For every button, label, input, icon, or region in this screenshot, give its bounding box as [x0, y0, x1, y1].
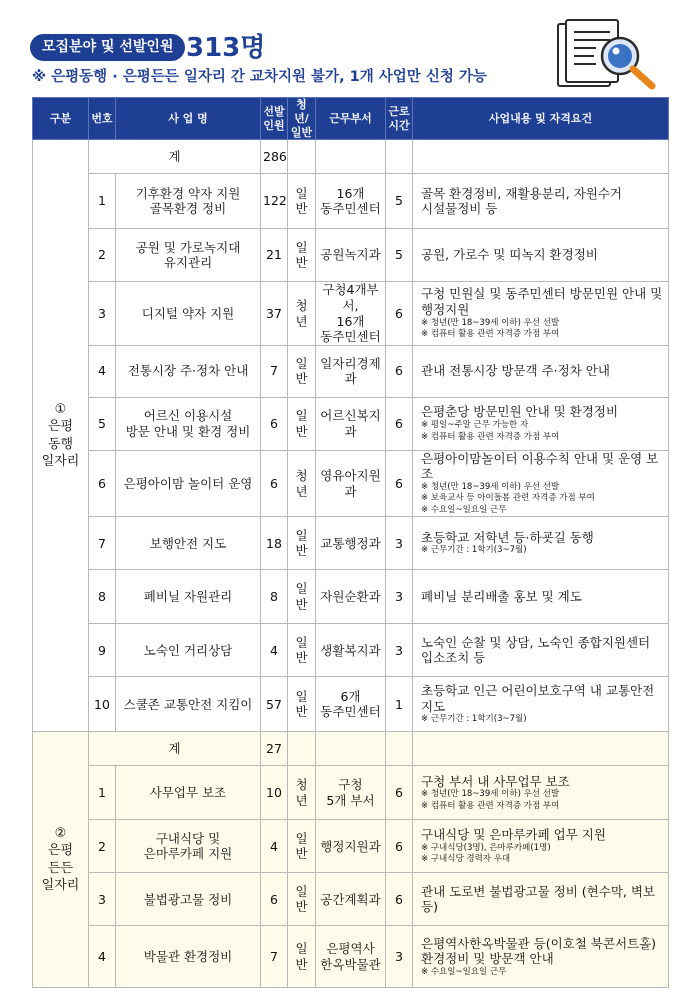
description	[413, 397, 669, 450]
applicant-type: 일반	[288, 397, 316, 450]
applicant-type: 일반	[288, 517, 316, 570]
description-note: ※ 평일~주말 근무 가능한 자	[421, 420, 529, 431]
work-hours: 6	[386, 282, 413, 346]
description-note: ※ 근무기간 : 1학기(3~7월)	[421, 545, 527, 556]
description-main: 은평아이맘놀이터 이용수칙 안내 및 운영 보조	[421, 450, 659, 482]
section-label: ② 은평 든든 일자리	[33, 732, 89, 988]
applicant-type: 일반	[288, 174, 316, 229]
applicant-type: 일반	[288, 820, 316, 873]
department: 행정지원과	[316, 820, 386, 873]
header	[0, 0, 700, 95]
work-hours: 6	[386, 820, 413, 873]
department: 은평역사 한옥박물관	[316, 926, 386, 988]
project-name: 기후환경 약자 지원 골목환경 정비	[116, 174, 261, 229]
description	[413, 766, 669, 820]
table-row	[33, 397, 669, 450]
applicant-type: 일반	[288, 345, 316, 397]
project-name: 어르신 이용시설 방문 안내 및 환경 정비	[116, 397, 261, 450]
project-name: 사무업무 보조	[116, 766, 261, 820]
description-main: 골목 환경정비, 재활용분리, 자원수거 시설물정비 등	[421, 185, 622, 217]
department: 공원녹지과	[316, 229, 386, 282]
department: 어르신복지과	[316, 397, 386, 450]
description-main: 은평역사한옥박물관 등(이호철 북콘서트홀) 환경정비 및 방문객 안내	[421, 935, 657, 967]
description	[413, 517, 669, 570]
work-hours: 3	[386, 517, 413, 570]
row-number: 4	[89, 345, 116, 397]
description-main: 초등학교 저학년 등·하굣길 동행	[421, 529, 594, 545]
recruit-count: 122	[261, 174, 288, 229]
table-header	[33, 98, 669, 140]
table-row	[33, 345, 669, 397]
project-name: 보행안전 지도	[116, 517, 261, 570]
empty-cell	[288, 732, 316, 766]
description-main: 구청 민원실 및 동주민센터 방문민원 안내 및 행정지원	[421, 286, 663, 318]
table-row	[33, 766, 669, 820]
description-main: 관내 도로변 불법광고물 정비 (현수막, 벽보 등)	[421, 883, 655, 915]
recruit-count: 37	[261, 282, 288, 346]
table-row	[33, 926, 669, 988]
row-number: 3	[89, 282, 116, 346]
description-note: ※ 구내식당 경력자 우대	[421, 854, 511, 865]
description-main: 노숙인 순찰 및 상담, 노숙인 종합지원센터 입소조치 등	[421, 634, 651, 666]
description	[413, 677, 669, 732]
row-number: 10	[89, 677, 116, 732]
row-number: 5	[89, 397, 116, 450]
empty-cell	[288, 140, 316, 174]
recruitment-table	[32, 97, 669, 988]
work-hours: 5	[386, 174, 413, 229]
table-row	[33, 517, 669, 570]
department: 영유아지원과	[316, 450, 386, 517]
recruit-count: 6	[261, 397, 288, 450]
work-hours: 6	[386, 345, 413, 397]
empty-cell	[316, 140, 386, 174]
department: 생활복지과	[316, 624, 386, 677]
description-note: ※ 구내식당(3명), 은마루카페(1명)	[421, 842, 551, 853]
description	[413, 926, 669, 988]
description-note: ※ 컴퓨터 활용 관련 자격증 가점 부여	[421, 329, 560, 340]
work-hours: 6	[386, 397, 413, 450]
table-row	[33, 677, 669, 732]
applicant-type: 일반	[288, 677, 316, 732]
description-note: ※ 수요일~일요일 근무	[421, 966, 507, 977]
col-project-name: 사 업 명	[116, 98, 261, 140]
row-number: 2	[89, 229, 116, 282]
recruit-count: 57	[261, 677, 288, 732]
total-count-cell: 286	[261, 140, 288, 174]
project-name: 불법광고물 정비	[116, 873, 261, 926]
description-main: 폐비닐 분리배출 홍보 및 계도	[421, 589, 582, 605]
description-note: ※ 청년(만 18~39세 이하) 우선 선발	[421, 317, 560, 328]
row-number: 1	[89, 766, 116, 820]
work-hours: 3	[386, 624, 413, 677]
total-label: 계	[89, 140, 261, 174]
applicant-type: 일반	[288, 570, 316, 624]
total-count: 313명	[186, 33, 266, 63]
recruit-count: 6	[261, 450, 288, 517]
description-note: ※ 컴퓨터 활용 관련 자격증 가점 부여	[421, 800, 560, 811]
description	[413, 174, 669, 229]
recruit-count: 4	[261, 820, 288, 873]
table-row	[33, 570, 669, 624]
project-name: 스쿨존 교통안전 지킴이	[116, 677, 261, 732]
project-name: 디지털 약자 지원	[116, 282, 261, 346]
work-hours: 5	[386, 229, 413, 282]
table-row	[33, 174, 669, 229]
empty-cell	[316, 732, 386, 766]
description-note: ※ 청년(만 18~39세 이하) 우선 선발	[421, 789, 560, 800]
col-type: 청년/ 일반	[288, 98, 316, 140]
recruit-count: 21	[261, 229, 288, 282]
department: 6개 동주민센터	[316, 677, 386, 732]
department: 교통행정과	[316, 517, 386, 570]
work-hours: 6	[386, 450, 413, 517]
description	[413, 873, 669, 926]
table-row	[33, 282, 669, 346]
description-note: ※ 수요일~일요일 근무	[421, 504, 507, 515]
description	[413, 624, 669, 677]
table-row	[33, 229, 669, 282]
department: 자원순환과	[316, 570, 386, 624]
row-number: 7	[89, 517, 116, 570]
total-row	[33, 732, 669, 766]
applicant-type: 일반	[288, 229, 316, 282]
work-hours: 6	[386, 766, 413, 820]
project-name: 전통시장 주·정차 안내	[116, 345, 261, 397]
description-note: ※ 보육교사 등 아이돌봄 관련 자격증 가점 부여	[421, 493, 595, 504]
applicant-type: 일반	[288, 873, 316, 926]
recruit-count: 4	[261, 624, 288, 677]
description	[413, 229, 669, 282]
col-description: 사업내용 및 자격요건	[413, 98, 669, 140]
applicant-type: 일반	[288, 624, 316, 677]
department: 16개 동주민센터	[316, 174, 386, 229]
row-number: 4	[89, 926, 116, 988]
description-main: 공원, 가로수 및 띠녹지 환경정비	[421, 247, 598, 263]
description	[413, 450, 669, 517]
description	[413, 820, 669, 873]
row-number: 8	[89, 570, 116, 624]
project-name: 노숙인 거리상담	[116, 624, 261, 677]
recruit-count: 6	[261, 873, 288, 926]
table-row	[33, 450, 669, 517]
recruit-count: 7	[261, 345, 288, 397]
applicant-type: 청년	[288, 766, 316, 820]
total-row	[33, 140, 669, 174]
description-main: 구청 부서 내 사무업무 보조	[421, 773, 570, 789]
project-name: 구내식당 및 은마루카페 지원	[116, 820, 261, 873]
col-hours: 근로 시간	[386, 98, 413, 140]
description-note: ※ 컴퓨터 활용 관련 자격증 가점 부여	[421, 431, 560, 442]
work-hours: 3	[386, 570, 413, 624]
department: 일자리경제과	[316, 345, 386, 397]
description	[413, 345, 669, 397]
row-number: 3	[89, 873, 116, 926]
recruit-count: 8	[261, 570, 288, 624]
row-number: 6	[89, 450, 116, 517]
project-name: 은평아이맘 놀이터 운영	[116, 450, 261, 517]
empty-cell	[386, 140, 413, 174]
row-number: 1	[89, 174, 116, 229]
recruit-count: 10	[261, 766, 288, 820]
description-note: ※ 청년(만 18~39세 이하) 우선 선발	[421, 482, 560, 492]
col-department: 근무부서	[316, 98, 386, 140]
row-number: 9	[89, 624, 116, 677]
col-count: 선발 인원	[261, 98, 288, 140]
applicant-type: 청년	[288, 450, 316, 517]
description	[413, 570, 669, 624]
recruit-count: 18	[261, 517, 288, 570]
row-number: 2	[89, 820, 116, 873]
table-row	[33, 820, 669, 873]
table-row	[33, 873, 669, 926]
work-hours: 1	[386, 677, 413, 732]
description-main: 관내 전통시장 방문객 주·정차 안내	[421, 363, 610, 379]
description-note: ※ 근무기간 : 1학기(3~7월)	[421, 714, 527, 725]
total-count-cell: 27	[261, 732, 288, 766]
project-name: 공원 및 가로녹지대 유지관리	[116, 229, 261, 282]
department: 공간계획과	[316, 873, 386, 926]
empty-cell	[386, 732, 413, 766]
empty-cell	[413, 140, 669, 174]
department: 구청 5개 부서	[316, 766, 386, 820]
table-row	[33, 624, 669, 677]
section-label: ① 은평 동행 일자리	[33, 140, 89, 732]
description-main: 은평춘당 방문민원 안내 및 환경정비	[421, 404, 619, 420]
work-hours: 6	[386, 873, 413, 926]
recruit-count: 7	[261, 926, 288, 988]
description-main: 초등학교 인근 어린이보호구역 내 교통안전 지도	[421, 683, 655, 714]
department: 구청4개부서, 16개 동주민센터	[316, 282, 386, 346]
project-name: 박물관 환경정비	[116, 926, 261, 988]
description-main: 구내식당 및 은마루카페 업무 지원	[421, 827, 606, 843]
recruitment-pill: 모집분야 및 선발인원	[30, 34, 185, 61]
applicant-type: 청년	[288, 282, 316, 346]
project-name: 폐비닐 자원관리	[116, 570, 261, 624]
col-number: 번호	[89, 98, 116, 140]
notice-text: ※ 은평동행 · 은평든든 일자리 간 교차지원 불가, 1개 사업만 신청 가능	[32, 69, 487, 85]
document-magnifier-icon	[552, 18, 664, 92]
description	[413, 282, 669, 346]
work-hours: 3	[386, 926, 413, 988]
empty-cell	[413, 732, 669, 766]
col-category: 구분	[33, 98, 89, 140]
total-label: 계	[89, 732, 261, 766]
applicant-type: 일반	[288, 926, 316, 988]
